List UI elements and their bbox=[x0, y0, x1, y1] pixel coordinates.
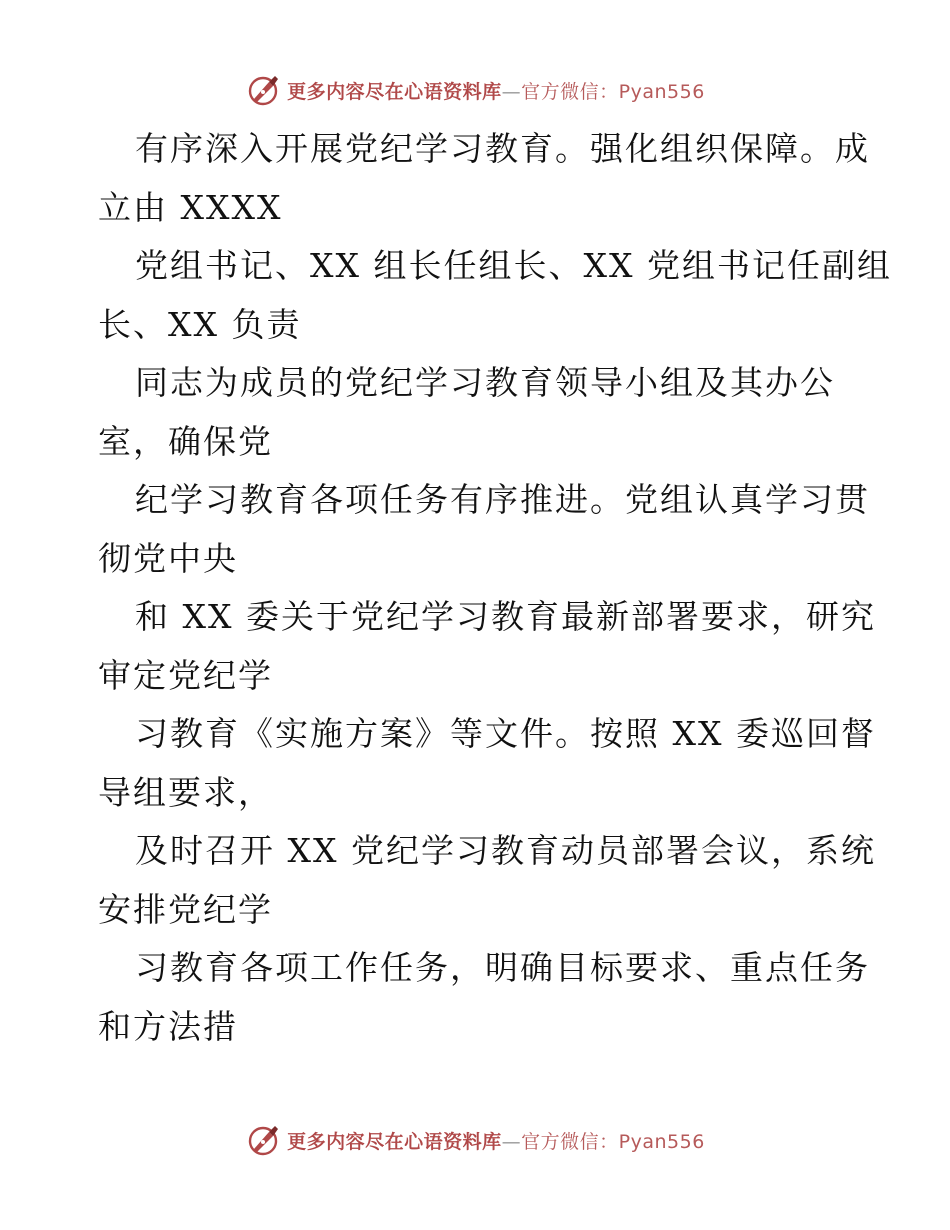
footer-brand: 更多内容尽在心语资料库 bbox=[287, 1130, 502, 1153]
body-line: 习教育各项工作任务，明确目标要求、重点任务 bbox=[135, 948, 870, 987]
footer-banner-text bbox=[287, 1127, 705, 1154]
body-line: 长、XX 负责 bbox=[98, 304, 302, 344]
header-banner bbox=[0, 70, 950, 110]
body-line: 导组要求， bbox=[98, 772, 273, 812]
body-line: 和 XX 委关于党纪学习教育最新部署要求，研究 bbox=[135, 597, 876, 636]
body-line: 和方法措 bbox=[98, 1006, 238, 1046]
header-separator: — bbox=[501, 80, 522, 103]
document-body bbox=[98, 120, 892, 1056]
body-line: 纪学习教育各项任务有序推进。党组认真学习贯 bbox=[135, 480, 870, 519]
footer-wechat: 官方微信：Pyan556 bbox=[521, 1130, 705, 1153]
body-line: 彻党中央 bbox=[98, 538, 238, 578]
footer-separator: — bbox=[501, 1130, 522, 1153]
body-line: 有序深入开展党纪学习教育。强化组织保障。成 bbox=[135, 129, 870, 168]
header-wechat: 官方微信：Pyan556 bbox=[521, 80, 705, 103]
pen-nib-logo-icon bbox=[245, 1122, 281, 1158]
footer-banner bbox=[0, 1120, 950, 1160]
pen-nib-logo-icon bbox=[245, 72, 281, 108]
header-banner-text bbox=[287, 77, 705, 104]
body-line: 安排党纪学 bbox=[98, 889, 273, 929]
body-line: 室，确保党 bbox=[98, 421, 273, 461]
body-line: 审定党纪学 bbox=[98, 655, 273, 695]
body-line: 及时召开 XX 党纪学习教育动员部署会议，系统 bbox=[135, 831, 876, 870]
body-line: 同志为成员的党纪学习教育领导小组及其办公 bbox=[135, 363, 835, 402]
body-line: 党组书记、XX 组长任组长、XX 党组书记任副组 bbox=[135, 246, 892, 285]
body-line: 立由 XXXX bbox=[98, 187, 283, 227]
header-brand: 更多内容尽在心语资料库 bbox=[287, 80, 502, 103]
body-line: 习教育《实施方案》等文件。按照 XX 委巡回督 bbox=[135, 714, 876, 753]
